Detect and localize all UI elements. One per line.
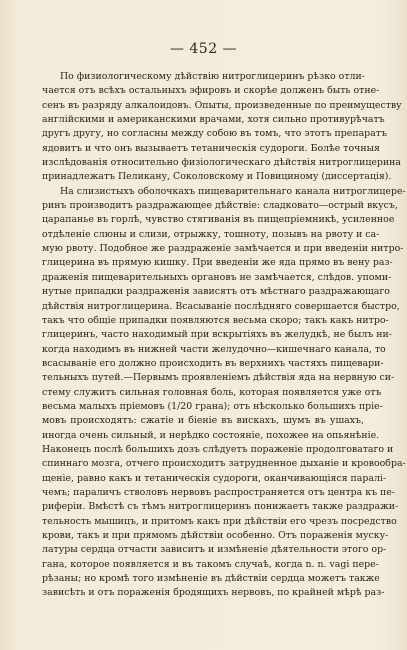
text-line: тельность мышицъ, и притомъ какъ при дѣйствiи его чрезъ посредство (42, 515, 397, 527)
text-line: Наконецъ послѣ большихъ дозъ слѣдуетъ пораженiе продолговатаго и (42, 443, 394, 455)
text-line: нутые припадки раздраженiя зависятъ отъ мѣстнаго раздражающаго (42, 286, 390, 298)
text-line: сенъ въ разряду алкалоидовъ. Опыты, произведенные по преимуществу (42, 99, 402, 111)
text-line: латуры сердца отчасти зависитъ и измѣненiе дѣятельности этого ор- (42, 544, 387, 556)
text-line: иногда очень сильный, и нерѣдко состоянiе, похожее на опьянѣнiе. (42, 429, 380, 441)
text-line: чемъ; параличъ стволовъ нервовъ распространяется отъ центра къ пе- (42, 486, 395, 498)
text-line: глицеринъ, часто находимый при вскрытiяхъ въ желудкѣ, не былъ ни- (42, 329, 392, 341)
text-line: зависѣть и отъ пораженiя бродящихъ нервовъ, по крайней мѣрѣ раз- (42, 587, 385, 599)
text-line: стему служитъ сильная головная боль, которая появляется уже отъ (42, 386, 382, 398)
text-line: драженiя пищеварительныхъ органовъ не замѣчается, слѣдов. упоми- (42, 271, 392, 283)
text-line: весьма малыхъ прiемовъ (1/20 грана); отъ нѣсколько большихъ прiе- (42, 400, 383, 412)
text-line: мую рвоту. Подобное же раздраженiе замѣчается и при введенiи нитро- (42, 243, 404, 255)
text-line: дѣйствiя нитроглицерина. Всасыванiе послѣдняго совершается быстро, (42, 300, 400, 312)
text-line: риферiи. Вмѣстѣ съ тѣмъ нитроглицеринъ понижаетъ также раздражи- (42, 501, 399, 513)
text-line: когда находимъ въ нижней части желудочно—кишечнаго канала, то (42, 343, 386, 355)
page-number: — 452 — (169, 41, 238, 57)
text-line: всасыванiе его должно происходить въ верхнихъ частяхъ пищевари- (42, 357, 384, 369)
text-line: крови, такъ и при прямомъ дѣйствiи особенно. Отъ пораженiя муску- (42, 530, 389, 541)
text-line: такъ что общiе припадки появляются весьма скоро; такъ какъ нитро- (42, 314, 389, 326)
text-line: англiйскими и американскими врачами, хотя сильно противурѣчатъ (42, 114, 385, 126)
text-line: царапанье въ горлѣ, чувство стягиванiя въ пищепрiемникѣ, усиленное (42, 214, 395, 226)
text-line: чается отъ всѣхъ остальныхъ эфировъ и скорѣе долженъ быть отне- (42, 85, 380, 97)
text-line: ядовитъ и что онъ вызываетъ тетаническiя судороги. Болѣе точныя (42, 142, 380, 154)
text-line: отдѣленiе слюны и слизи, отрыжку, тошноту, позывъ на рвоту и са- (42, 228, 380, 240)
text-line: спиннаго мозга, отчего происходитъ затрудненное дыханiе и кровообра- (42, 458, 406, 470)
body-text (42, 70, 406, 601)
text-line: щенiе, равно какъ и тетаническiя судороги, оканчивающiяся паралi- (42, 472, 387, 484)
text-line: изслѣдованiя относительно физiологическаго дѣйствiя нитроглицерина (42, 157, 402, 169)
text-line: ринъ производитъ раздражающее дѣйствiе: сладковато—острый вкусъ, (42, 200, 398, 212)
text-line: другъ другу, но согласны между собою въ томъ, что этотъ препаратъ (42, 128, 387, 140)
text-line: тельныхъ путей.—Первымъ проявленiемъ дѣйствiя яда на нервную си- (42, 372, 395, 384)
text-line: По физиологическому дѣйствiю нитроглицеринъ рѣзко отли- (60, 71, 365, 82)
text-line: принадлежатъ Пеликану, Соколовскому и Повициному (диссертацiя). (42, 171, 392, 183)
text-line: мовъ происходятъ: сжатiе и бiенiе въ вискахъ, шумъ въ ушахъ, (42, 415, 364, 427)
text-line: На слизистыхъ оболочкахъ пищеварительнаго канала нитроглицере- (60, 185, 406, 197)
text-line: гана, которое появляется и въ такомъ случаѣ, когда n. n. vagi пере- (42, 558, 379, 570)
text-line: рѣзаны; но кромѣ того измѣненiе въ дѣйствiи сердца можетъ также (42, 573, 380, 585)
text-line: глицерина въ прямую кишку. При введенiи же яда прямо въ вену раз- (42, 257, 393, 269)
